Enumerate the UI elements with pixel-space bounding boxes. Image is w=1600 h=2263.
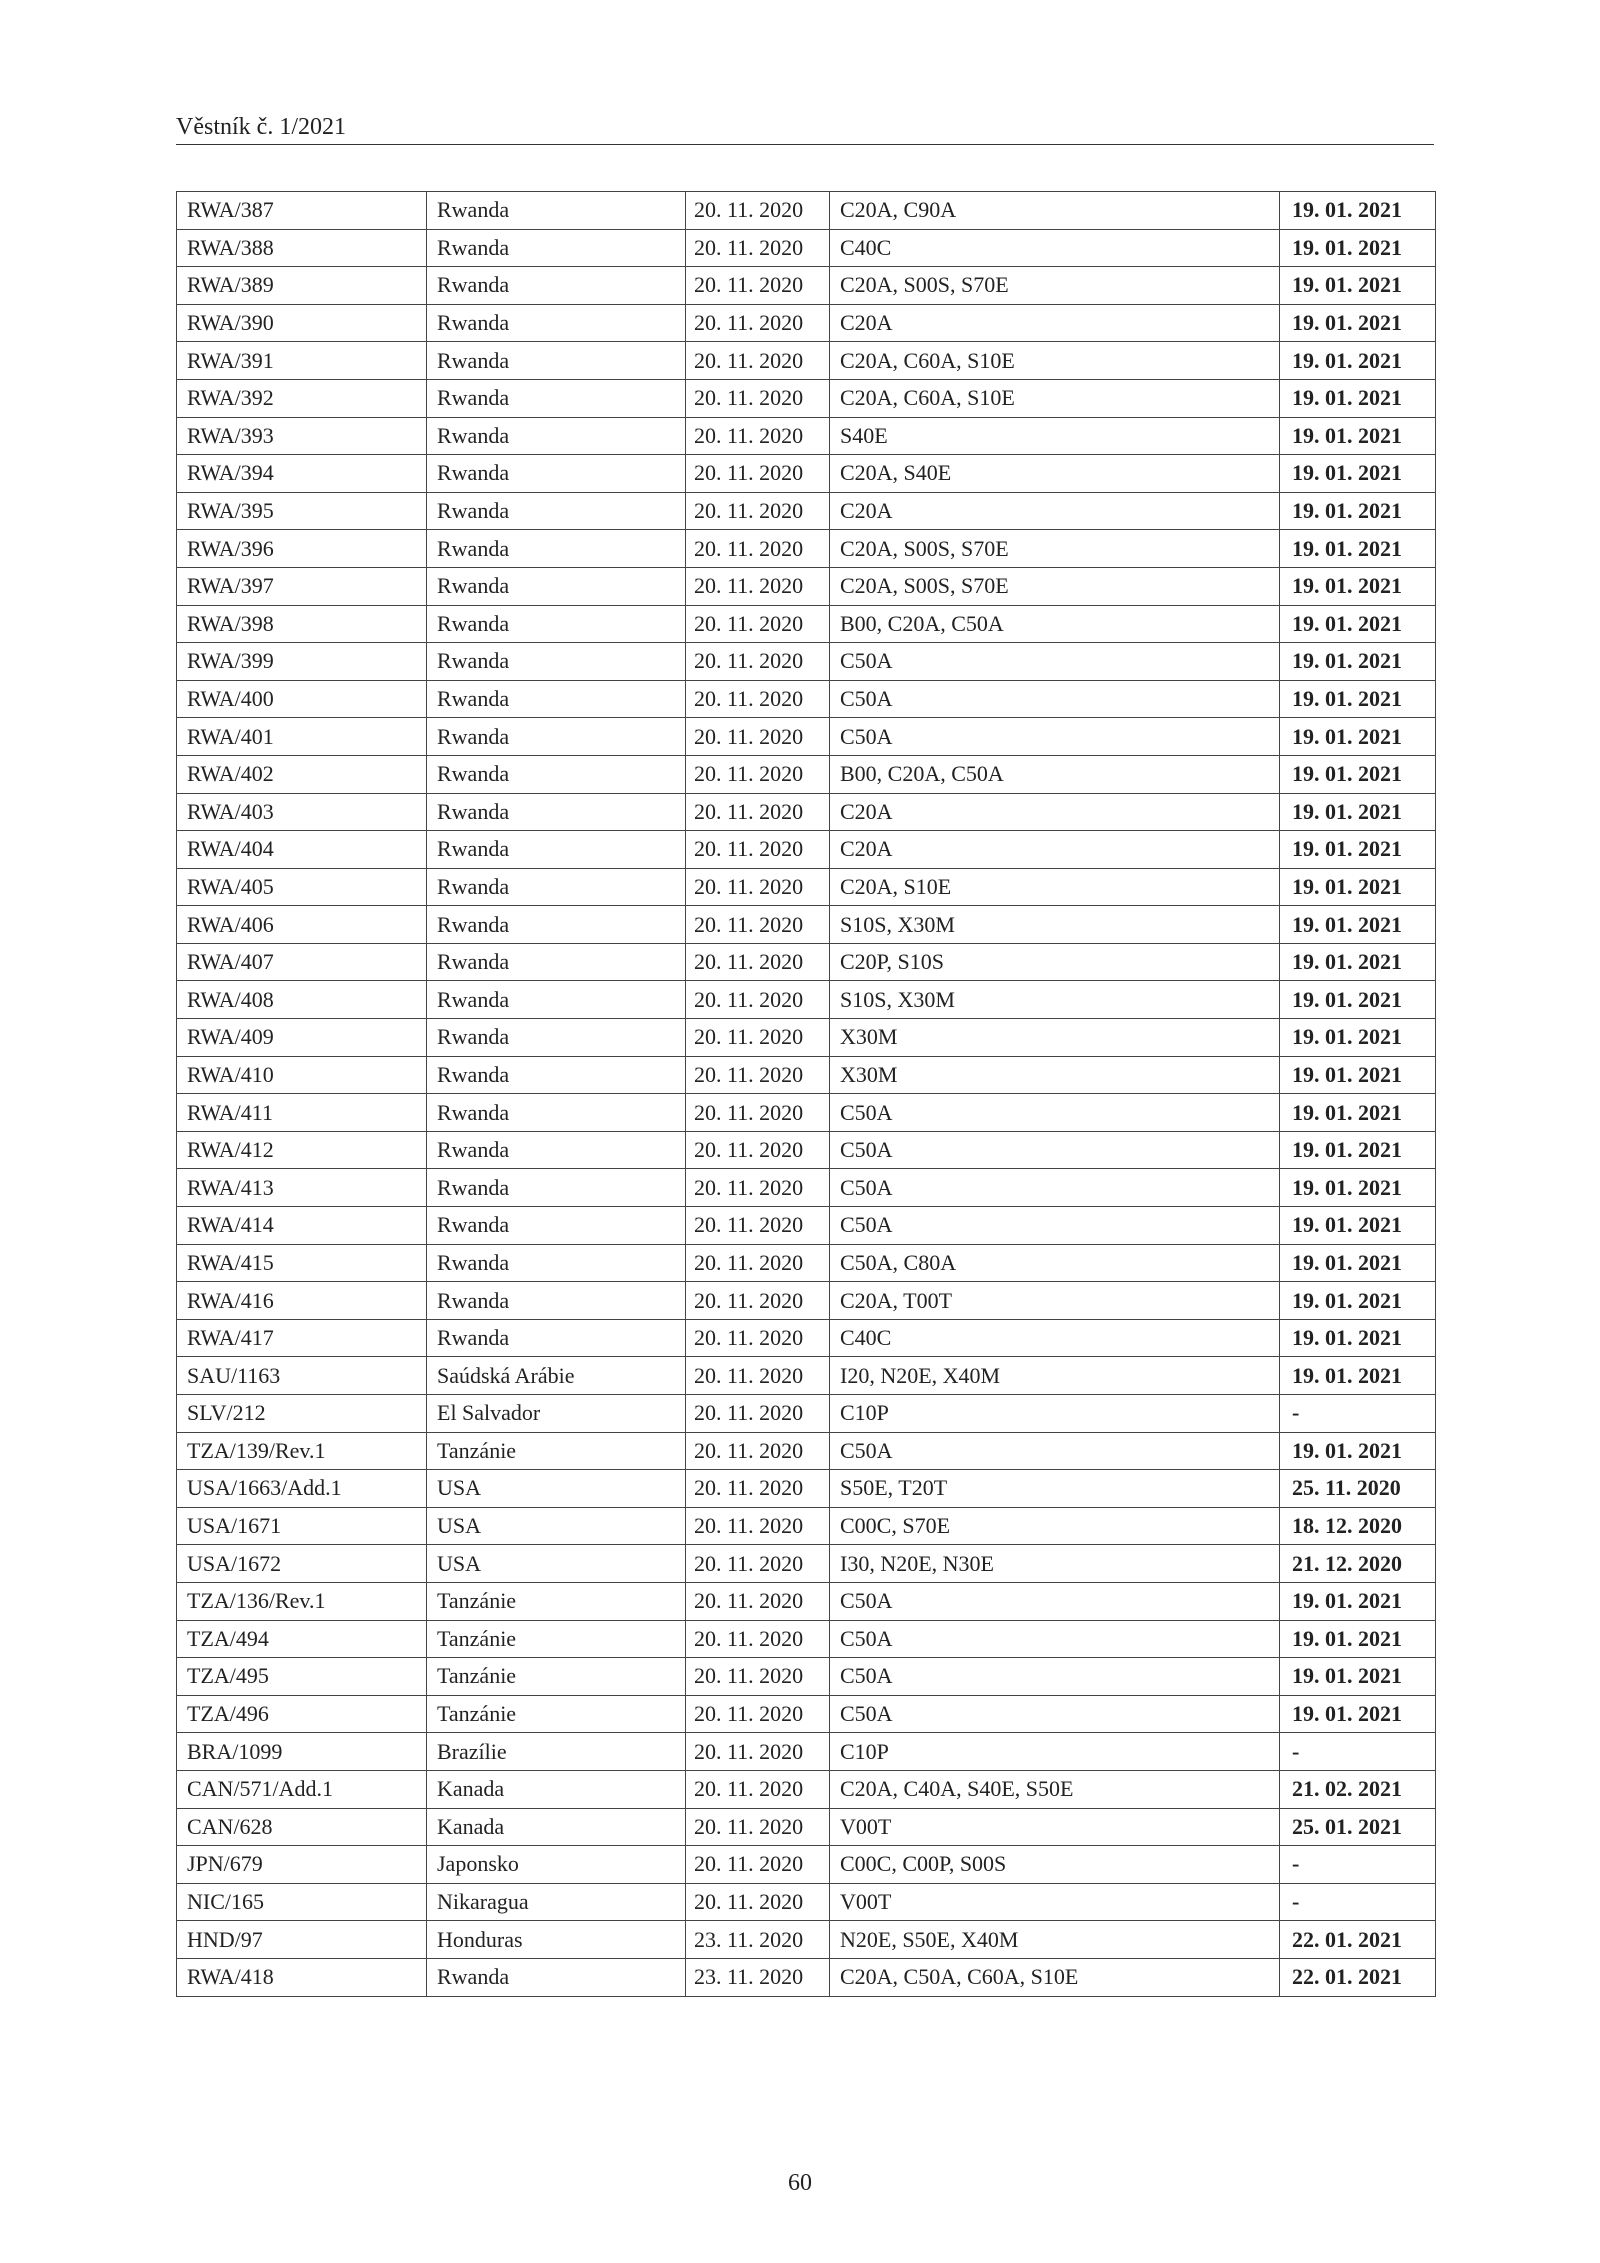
effective-date-cell: 19. 01. 2021	[1280, 192, 1436, 230]
effective-date-cell: 19. 01. 2021	[1280, 342, 1436, 380]
table-row	[177, 1770, 1436, 1808]
table-row	[177, 680, 1436, 718]
notification-date-cell: 20. 11. 2020	[686, 1056, 830, 1094]
effective-date-cell: 19. 01. 2021	[1280, 567, 1436, 605]
effective-date-cell: 19. 01. 2021	[1280, 680, 1436, 718]
country-cell: Kanada	[427, 1770, 686, 1808]
product-codes-cell: I20, N20E, X40M	[830, 1357, 1280, 1395]
table-row	[177, 1545, 1436, 1583]
table-row	[177, 192, 1436, 230]
table-row	[177, 1733, 1436, 1771]
notification-date-cell: 20. 11. 2020	[686, 567, 830, 605]
notification-date-cell: 23. 11. 2020	[686, 1958, 830, 1996]
country-cell: Rwanda	[427, 492, 686, 530]
product-codes-cell: X30M	[830, 1019, 1280, 1057]
country-cell: Rwanda	[427, 943, 686, 981]
document-code-cell: NIC/165	[177, 1883, 427, 1921]
notification-date-cell: 20. 11. 2020	[686, 1470, 830, 1508]
effective-date-cell: 19. 01. 2021	[1280, 1056, 1436, 1094]
country-cell: Rwanda	[427, 868, 686, 906]
effective-date-cell: -	[1280, 1883, 1436, 1921]
document-code-cell: RWA/413	[177, 1169, 427, 1207]
notification-date-cell: 20. 11. 2020	[686, 455, 830, 493]
notification-date-cell: 20. 11. 2020	[686, 1207, 830, 1245]
notification-date-cell: 20. 11. 2020	[686, 379, 830, 417]
table-row	[177, 755, 1436, 793]
table-row	[177, 1658, 1436, 1696]
product-codes-cell: I30, N20E, N30E	[830, 1545, 1280, 1583]
notification-date-cell: 20. 11. 2020	[686, 755, 830, 793]
notification-date-cell: 20. 11. 2020	[686, 1094, 830, 1132]
product-codes-cell: C20A, C60A, S10E	[830, 342, 1280, 380]
effective-date-cell: 19. 01. 2021	[1280, 1244, 1436, 1282]
effective-date-cell: 19. 01. 2021	[1280, 718, 1436, 756]
product-codes-cell: S40E	[830, 417, 1280, 455]
product-codes-cell: C20A, T00T	[830, 1282, 1280, 1320]
product-codes-cell: C40C	[830, 229, 1280, 267]
document-code-cell: USA/1671	[177, 1507, 427, 1545]
document-code-cell: RWA/415	[177, 1244, 427, 1282]
product-codes-cell: C20A	[830, 831, 1280, 869]
product-codes-cell: C20A, S00S, S70E	[830, 567, 1280, 605]
notification-date-cell: 20. 11. 2020	[686, 1770, 830, 1808]
country-cell: USA	[427, 1545, 686, 1583]
document-code-cell: RWA/396	[177, 530, 427, 568]
product-codes-cell: S50E, T20T	[830, 1470, 1280, 1508]
country-cell: Tanzánie	[427, 1658, 686, 1696]
document-code-cell: USA/1672	[177, 1545, 427, 1583]
product-codes-cell: C20A, C60A, S10E	[830, 379, 1280, 417]
effective-date-cell: 19. 01. 2021	[1280, 1620, 1436, 1658]
product-codes-cell: C20A, S40E	[830, 455, 1280, 493]
country-cell: Rwanda	[427, 1019, 686, 1057]
effective-date-cell: 19. 01. 2021	[1280, 379, 1436, 417]
product-codes-cell: C50A	[830, 1094, 1280, 1132]
country-cell: Rwanda	[427, 1282, 686, 1320]
table-row	[177, 831, 1436, 869]
country-cell: Rwanda	[427, 755, 686, 793]
effective-date-cell: 22. 01. 2021	[1280, 1921, 1436, 1959]
document-code-cell: JPN/679	[177, 1846, 427, 1884]
product-codes-cell: C40C	[830, 1319, 1280, 1357]
product-codes-cell: V00T	[830, 1808, 1280, 1846]
country-cell: Rwanda	[427, 1131, 686, 1169]
table-row	[177, 530, 1436, 568]
table-row	[177, 379, 1436, 417]
product-codes-cell: C50A	[830, 1169, 1280, 1207]
effective-date-cell: 19. 01. 2021	[1280, 755, 1436, 793]
notification-date-cell: 20. 11. 2020	[686, 1395, 830, 1433]
effective-date-cell: 21. 02. 2021	[1280, 1770, 1436, 1808]
effective-date-cell: 19. 01. 2021	[1280, 530, 1436, 568]
effective-date-cell: 19. 01. 2021	[1280, 417, 1436, 455]
product-codes-cell: C20A	[830, 492, 1280, 530]
notification-date-cell: 20. 11. 2020	[686, 1545, 830, 1583]
notification-date-cell: 20. 11. 2020	[686, 1319, 830, 1357]
notification-date-cell: 20. 11. 2020	[686, 530, 830, 568]
notification-date-cell: 20. 11. 2020	[686, 1282, 830, 1320]
effective-date-cell: 19. 01. 2021	[1280, 1131, 1436, 1169]
effective-date-cell: -	[1280, 1395, 1436, 1433]
table-row	[177, 267, 1436, 305]
effective-date-cell: 18. 12. 2020	[1280, 1507, 1436, 1545]
product-codes-cell: C10P	[830, 1395, 1280, 1433]
table-row	[177, 1432, 1436, 1470]
notification-table	[176, 191, 1436, 1997]
notification-date-cell: 20. 11. 2020	[686, 1131, 830, 1169]
document-code-cell: RWA/405	[177, 868, 427, 906]
table-row	[177, 643, 1436, 681]
product-codes-cell: C20A, C50A, C60A, S10E	[830, 1958, 1280, 1996]
notification-date-cell: 20. 11. 2020	[686, 1582, 830, 1620]
country-cell: Japonsko	[427, 1846, 686, 1884]
table-row	[177, 1357, 1436, 1395]
product-codes-cell: C20A	[830, 793, 1280, 831]
country-cell: Saúdská Arábie	[427, 1357, 686, 1395]
notification-date-cell: 20. 11. 2020	[686, 1808, 830, 1846]
table-row	[177, 304, 1436, 342]
country-cell: Tanzánie	[427, 1695, 686, 1733]
effective-date-cell: 19. 01. 2021	[1280, 1169, 1436, 1207]
product-codes-cell: C20A, S10E	[830, 868, 1280, 906]
country-cell: USA	[427, 1507, 686, 1545]
effective-date-cell: 19. 01. 2021	[1280, 1282, 1436, 1320]
table-row	[177, 943, 1436, 981]
table-row	[177, 1019, 1436, 1057]
product-codes-cell: C20A, S00S, S70E	[830, 530, 1280, 568]
effective-date-cell: 19. 01. 2021	[1280, 981, 1436, 1019]
notification-date-cell: 20. 11. 2020	[686, 1658, 830, 1696]
country-cell: Nikaragua	[427, 1883, 686, 1921]
table-row	[177, 1131, 1436, 1169]
table-row	[177, 605, 1436, 643]
table-row	[177, 1169, 1436, 1207]
effective-date-cell: 19. 01. 2021	[1280, 492, 1436, 530]
document-code-cell: RWA/401	[177, 718, 427, 756]
country-cell: Rwanda	[427, 267, 686, 305]
table-row	[177, 1921, 1436, 1959]
table-row	[177, 1244, 1436, 1282]
effective-date-cell: 19. 01. 2021	[1280, 1658, 1436, 1696]
table-row	[177, 1207, 1436, 1245]
document-code-cell: RWA/410	[177, 1056, 427, 1094]
table-row	[177, 1695, 1436, 1733]
effective-date-cell: 25. 11. 2020	[1280, 1470, 1436, 1508]
document-code-cell: TZA/496	[177, 1695, 427, 1733]
product-codes-cell: C00C, S70E	[830, 1507, 1280, 1545]
effective-date-cell: 19. 01. 2021	[1280, 1207, 1436, 1245]
table-row	[177, 492, 1436, 530]
document-code-cell: RWA/409	[177, 1019, 427, 1057]
notification-date-cell: 20. 11. 2020	[686, 229, 830, 267]
country-cell: Rwanda	[427, 1056, 686, 1094]
notification-date-cell: 20. 11. 2020	[686, 1019, 830, 1057]
page-header-title: Věstník č. 1/2021	[176, 112, 1434, 145]
table-row	[177, 417, 1436, 455]
document-code-cell: RWA/414	[177, 1207, 427, 1245]
document-code-cell: BRA/1099	[177, 1733, 427, 1771]
document-code-cell: RWA/403	[177, 793, 427, 831]
table-row	[177, 567, 1436, 605]
table-row	[177, 1958, 1436, 1996]
product-codes-cell: C00C, C00P, S00S	[830, 1846, 1280, 1884]
notification-date-cell: 20. 11. 2020	[686, 1507, 830, 1545]
country-cell: Tanzánie	[427, 1432, 686, 1470]
document-code-cell: SAU/1163	[177, 1357, 427, 1395]
effective-date-cell: 19. 01. 2021	[1280, 267, 1436, 305]
country-cell: Rwanda	[427, 1319, 686, 1357]
document-code-cell: RWA/402	[177, 755, 427, 793]
country-cell: Rwanda	[427, 1958, 686, 1996]
document-code-cell: TZA/139/Rev.1	[177, 1432, 427, 1470]
effective-date-cell: 19. 01. 2021	[1280, 1357, 1436, 1395]
table-row	[177, 1470, 1436, 1508]
country-cell: Rwanda	[427, 906, 686, 944]
document-code-cell: RWA/408	[177, 981, 427, 1019]
notification-date-cell: 23. 11. 2020	[686, 1921, 830, 1959]
effective-date-cell: 19. 01. 2021	[1280, 1019, 1436, 1057]
effective-date-cell: 19. 01. 2021	[1280, 1319, 1436, 1357]
country-cell: Brazílie	[427, 1733, 686, 1771]
effective-date-cell: 19. 01. 2021	[1280, 1094, 1436, 1132]
notification-date-cell: 20. 11. 2020	[686, 1695, 830, 1733]
table-row	[177, 1808, 1436, 1846]
country-cell: Rwanda	[427, 530, 686, 568]
effective-date-cell: 19. 01. 2021	[1280, 304, 1436, 342]
notification-date-cell: 20. 11. 2020	[686, 1620, 830, 1658]
product-codes-cell: C50A	[830, 1131, 1280, 1169]
notification-date-cell: 20. 11. 2020	[686, 192, 830, 230]
product-codes-cell: C50A	[830, 643, 1280, 681]
document-code-cell: RWA/416	[177, 1282, 427, 1320]
product-codes-cell: N20E, S50E, X40M	[830, 1921, 1280, 1959]
document-code-cell: RWA/387	[177, 192, 427, 230]
notification-date-cell: 20. 11. 2020	[686, 680, 830, 718]
country-cell: USA	[427, 1470, 686, 1508]
document-code-cell: RWA/395	[177, 492, 427, 530]
notification-date-cell: 20. 11. 2020	[686, 1244, 830, 1282]
notification-date-cell: 20. 11. 2020	[686, 793, 830, 831]
country-cell: Rwanda	[427, 831, 686, 869]
table-row	[177, 981, 1436, 1019]
country-cell: El Salvador	[427, 1395, 686, 1433]
document-code-cell: CAN/571/Add.1	[177, 1770, 427, 1808]
product-codes-cell: C50A	[830, 680, 1280, 718]
table-row	[177, 1846, 1436, 1884]
effective-date-cell: 19. 01. 2021	[1280, 793, 1436, 831]
effective-date-cell: 19. 01. 2021	[1280, 831, 1436, 869]
document-code-cell: RWA/406	[177, 906, 427, 944]
country-cell: Rwanda	[427, 981, 686, 1019]
product-codes-cell: C20A, C40A, S40E, S50E	[830, 1770, 1280, 1808]
notification-date-cell: 20. 11. 2020	[686, 868, 830, 906]
document-code-cell: TZA/494	[177, 1620, 427, 1658]
notification-date-cell: 20. 11. 2020	[686, 643, 830, 681]
product-codes-cell: C50A	[830, 1658, 1280, 1696]
product-codes-cell: C10P	[830, 1733, 1280, 1771]
effective-date-cell: 19. 01. 2021	[1280, 455, 1436, 493]
product-codes-cell: C50A	[830, 718, 1280, 756]
product-codes-cell: B00, C20A, C50A	[830, 605, 1280, 643]
table-row	[177, 718, 1436, 756]
country-cell: Rwanda	[427, 455, 686, 493]
product-codes-cell: C50A	[830, 1432, 1280, 1470]
notification-date-cell: 20. 11. 2020	[686, 943, 830, 981]
document-code-cell: TZA/495	[177, 1658, 427, 1696]
country-cell: Rwanda	[427, 605, 686, 643]
table-row	[177, 1094, 1436, 1132]
document-code-cell: RWA/391	[177, 342, 427, 380]
notification-date-cell: 20. 11. 2020	[686, 1733, 830, 1771]
effective-date-cell: 19. 01. 2021	[1280, 1582, 1436, 1620]
product-codes-cell: C20A, C90A	[830, 192, 1280, 230]
document-code-cell: RWA/390	[177, 304, 427, 342]
notification-date-cell: 20. 11. 2020	[686, 981, 830, 1019]
country-cell: Rwanda	[427, 718, 686, 756]
document-code-cell: TZA/136/Rev.1	[177, 1582, 427, 1620]
country-cell: Rwanda	[427, 1094, 686, 1132]
effective-date-cell: -	[1280, 1733, 1436, 1771]
notification-date-cell: 20. 11. 2020	[686, 267, 830, 305]
effective-date-cell: 22. 01. 2021	[1280, 1958, 1436, 1996]
document-code-cell: CAN/628	[177, 1808, 427, 1846]
table-row	[177, 455, 1436, 493]
table-row	[177, 1282, 1436, 1320]
document-code-cell: RWA/389	[177, 267, 427, 305]
effective-date-cell: 19. 01. 2021	[1280, 229, 1436, 267]
product-codes-cell: V00T	[830, 1883, 1280, 1921]
product-codes-cell: B00, C20A, C50A	[830, 755, 1280, 793]
notification-date-cell: 20. 11. 2020	[686, 605, 830, 643]
notification-date-cell: 20. 11. 2020	[686, 342, 830, 380]
page-number: 60	[788, 2170, 812, 2196]
product-codes-cell: C50A	[830, 1582, 1280, 1620]
country-cell: Rwanda	[427, 1244, 686, 1282]
product-codes-cell: C20A	[830, 304, 1280, 342]
country-cell: Rwanda	[427, 1207, 686, 1245]
effective-date-cell: 19. 01. 2021	[1280, 868, 1436, 906]
document-code-cell: SLV/212	[177, 1395, 427, 1433]
product-codes-cell: C50A	[830, 1207, 1280, 1245]
document-code-cell: RWA/400	[177, 680, 427, 718]
product-codes-cell: S10S, X30M	[830, 981, 1280, 1019]
effective-date-cell: 19. 01. 2021	[1280, 943, 1436, 981]
table-row	[177, 1507, 1436, 1545]
product-codes-cell: C50A	[830, 1695, 1280, 1733]
effective-date-cell: 25. 01. 2021	[1280, 1808, 1436, 1846]
table-body	[177, 192, 1436, 1997]
document-code-cell: RWA/397	[177, 567, 427, 605]
country-cell: Rwanda	[427, 342, 686, 380]
document-code-cell: RWA/411	[177, 1094, 427, 1132]
document-code-cell: HND/97	[177, 1921, 427, 1959]
country-cell: Rwanda	[427, 1169, 686, 1207]
document-code-cell: RWA/388	[177, 229, 427, 267]
table-row	[177, 906, 1436, 944]
notification-date-cell: 20. 11. 2020	[686, 1432, 830, 1470]
notification-date-cell: 20. 11. 2020	[686, 304, 830, 342]
notification-date-cell: 20. 11. 2020	[686, 718, 830, 756]
country-cell: Rwanda	[427, 680, 686, 718]
table-row	[177, 1395, 1436, 1433]
notification-date-cell: 20. 11. 2020	[686, 417, 830, 455]
country-cell: Rwanda	[427, 643, 686, 681]
document-code-cell: RWA/417	[177, 1319, 427, 1357]
table-row	[177, 793, 1436, 831]
country-cell: Rwanda	[427, 192, 686, 230]
document-code-cell: RWA/394	[177, 455, 427, 493]
table-row	[177, 868, 1436, 906]
document-code-cell: RWA/398	[177, 605, 427, 643]
table-row	[177, 1582, 1436, 1620]
table-row	[177, 1319, 1436, 1357]
notification-date-cell: 20. 11. 2020	[686, 906, 830, 944]
document-code-cell: RWA/418	[177, 1958, 427, 1996]
notification-date-cell: 20. 11. 2020	[686, 1846, 830, 1884]
product-codes-cell: S10S, X30M	[830, 906, 1280, 944]
country-cell: Rwanda	[427, 793, 686, 831]
effective-date-cell: 19. 01. 2021	[1280, 605, 1436, 643]
document-code-cell: RWA/392	[177, 379, 427, 417]
table-row	[177, 342, 1436, 380]
country-cell: Tanzánie	[427, 1620, 686, 1658]
effective-date-cell: -	[1280, 1846, 1436, 1884]
country-cell: Rwanda	[427, 229, 686, 267]
notification-date-cell: 20. 11. 2020	[686, 1883, 830, 1921]
document-code-cell: RWA/404	[177, 831, 427, 869]
country-cell: Rwanda	[427, 417, 686, 455]
country-cell: Tanzánie	[427, 1582, 686, 1620]
product-codes-cell: X30M	[830, 1056, 1280, 1094]
notification-date-cell: 20. 11. 2020	[686, 492, 830, 530]
notification-date-cell: 20. 11. 2020	[686, 831, 830, 869]
country-cell: Rwanda	[427, 379, 686, 417]
effective-date-cell: 21. 12. 2020	[1280, 1545, 1436, 1583]
notification-date-cell: 20. 11. 2020	[686, 1169, 830, 1207]
table-row	[177, 1883, 1436, 1921]
product-codes-cell: C50A	[830, 1620, 1280, 1658]
table-row	[177, 1056, 1436, 1094]
document-code-cell: RWA/412	[177, 1131, 427, 1169]
table-row	[177, 1620, 1436, 1658]
effective-date-cell: 19. 01. 2021	[1280, 1432, 1436, 1470]
country-cell: Rwanda	[427, 567, 686, 605]
effective-date-cell: 19. 01. 2021	[1280, 643, 1436, 681]
document-code-cell: RWA/399	[177, 643, 427, 681]
notification-date-cell: 20. 11. 2020	[686, 1357, 830, 1395]
product-codes-cell: C50A, C80A	[830, 1244, 1280, 1282]
effective-date-cell: 19. 01. 2021	[1280, 1695, 1436, 1733]
document-code-cell: RWA/393	[177, 417, 427, 455]
country-cell: Honduras	[427, 1921, 686, 1959]
country-cell: Kanada	[427, 1808, 686, 1846]
product-codes-cell: C20P, S10S	[830, 943, 1280, 981]
document-code-cell: USA/1663/Add.1	[177, 1470, 427, 1508]
table-row	[177, 229, 1436, 267]
country-cell: Rwanda	[427, 304, 686, 342]
effective-date-cell: 19. 01. 2021	[1280, 906, 1436, 944]
document-code-cell: RWA/407	[177, 943, 427, 981]
product-codes-cell: C20A, S00S, S70E	[830, 267, 1280, 305]
